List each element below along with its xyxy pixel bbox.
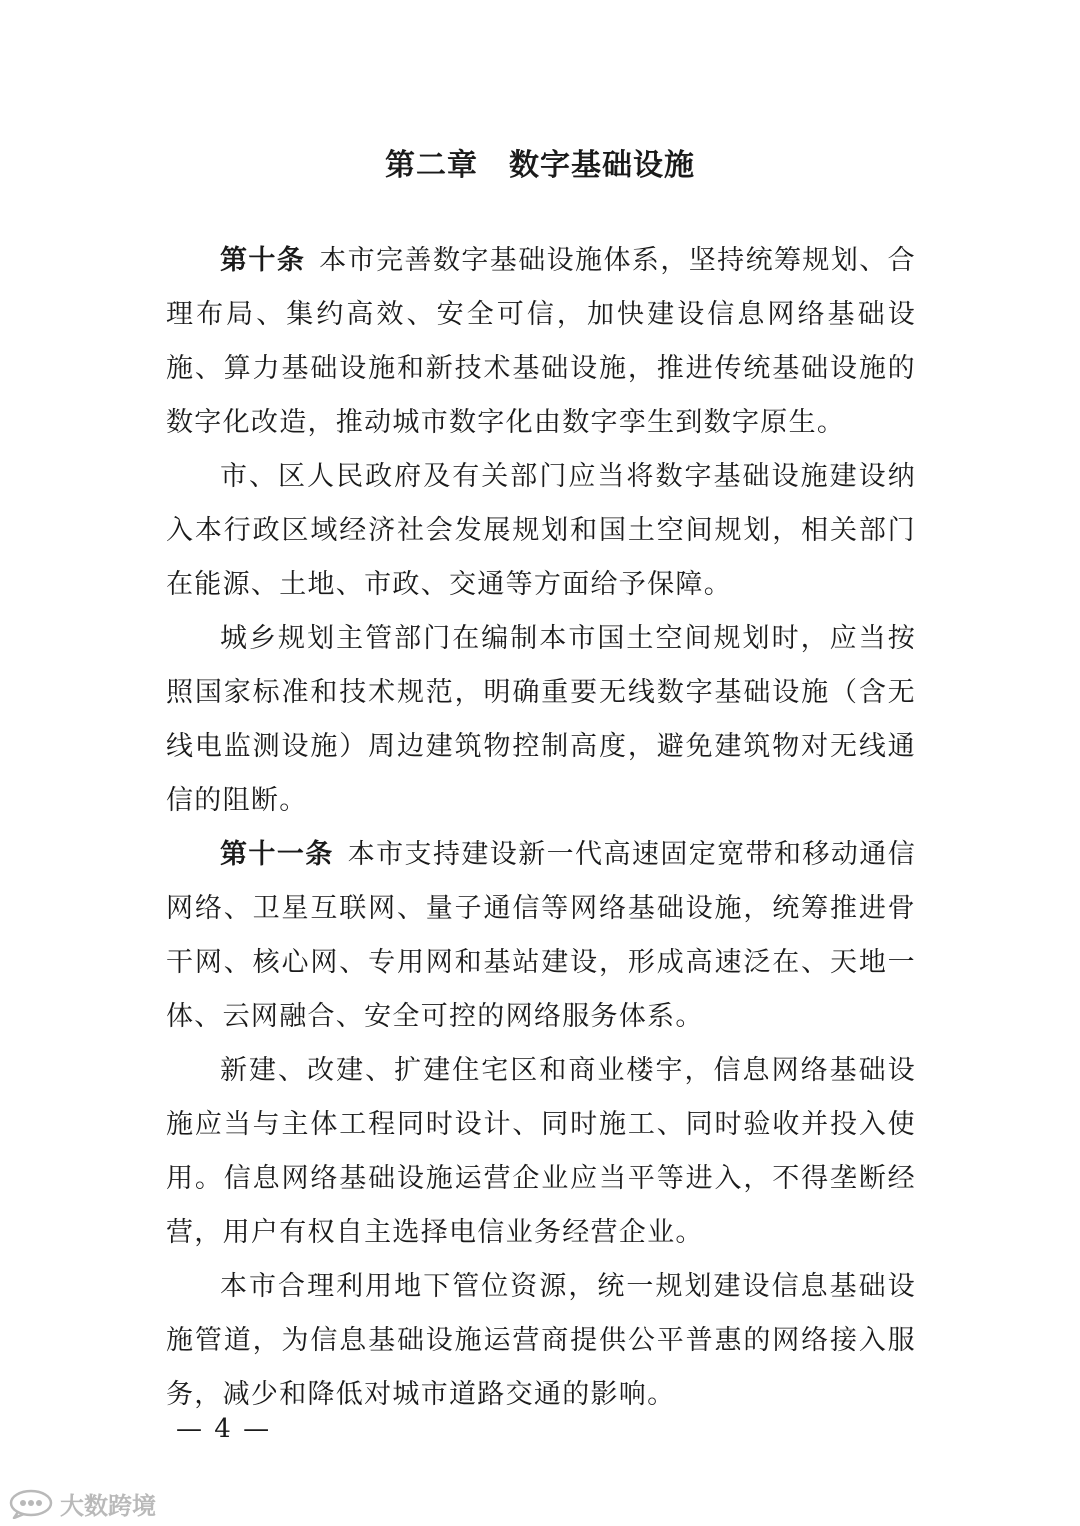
- paragraph: [166, 234, 916, 450]
- paragraph: [166, 612, 916, 828]
- paragraph: [166, 450, 916, 612]
- paragraph: [166, 1260, 916, 1422]
- paragraph-text: 城乡规划主管部门在编制本市国土空间规划时，应当按照国家标准和技术规范，明确重要无线数字基础设施（含无线电监测设施）周边建筑物控制高度，避免建筑物对无线通信的阻断。: [166, 623, 916, 816]
- article-number: 第十条: [220, 245, 306, 276]
- chapter-title: 第二章 数字基础设施: [385, 148, 695, 183]
- chat-bubble-logo-icon: [8, 1489, 54, 1519]
- paragraph: [166, 828, 916, 1044]
- paragraph-text: 本市合理利用地下管位资源，统一规划建设信息基础设施管道，为信息基础设施运营商提供公平普惠的网络接入服务，减少和降低对城市道路交通的影响。: [166, 1271, 916, 1410]
- paragraph: [166, 1044, 916, 1260]
- paragraph-text: 市、区人民政府及有关部门应当将数字基础设施建设纳入本行政区域经济社会发展规划和国土空间规划，相关部门在能源、土地、市政、交通等方面给予保障。: [166, 461, 916, 600]
- paragraph-text: 本市支持建设新一代高速固定宽带和移动通信网络、卫星互联网、量子通信等网络基础设施，统筹推进骨干网、核心网、专用网和基站建设，形成高速泛在、天地一体、云网融合、安全可控的网络服务体系。: [166, 839, 916, 1032]
- article-number: 第十一条: [220, 839, 334, 870]
- page-number: — 4 —: [176, 1414, 272, 1444]
- paragraph-text: 本市完善数字基础设施体系，坚持统筹规划、合理布局、集约高效、安全可信，加快建设信息网络基础设施、算力基础设施和新技术基础设施，推进传统基础设施的数字化改造，推动城市数字化由数字孪生到数字原生。: [166, 245, 916, 438]
- watermark-text: 大数跨境: [60, 1492, 156, 1520]
- paragraph-text: 新建、改建、扩建住宅区和商业楼宇，信息网络基础设施应当与主体工程同时设计、同时施工、同时验收并投入使用。信息网络基础设施运营企业应当平等进入，不得垄断经营，用户有权自主选择电信业务经营企业。: [166, 1055, 916, 1248]
- watermark: [8, 1486, 156, 1521]
- body-text: [166, 234, 916, 1422]
